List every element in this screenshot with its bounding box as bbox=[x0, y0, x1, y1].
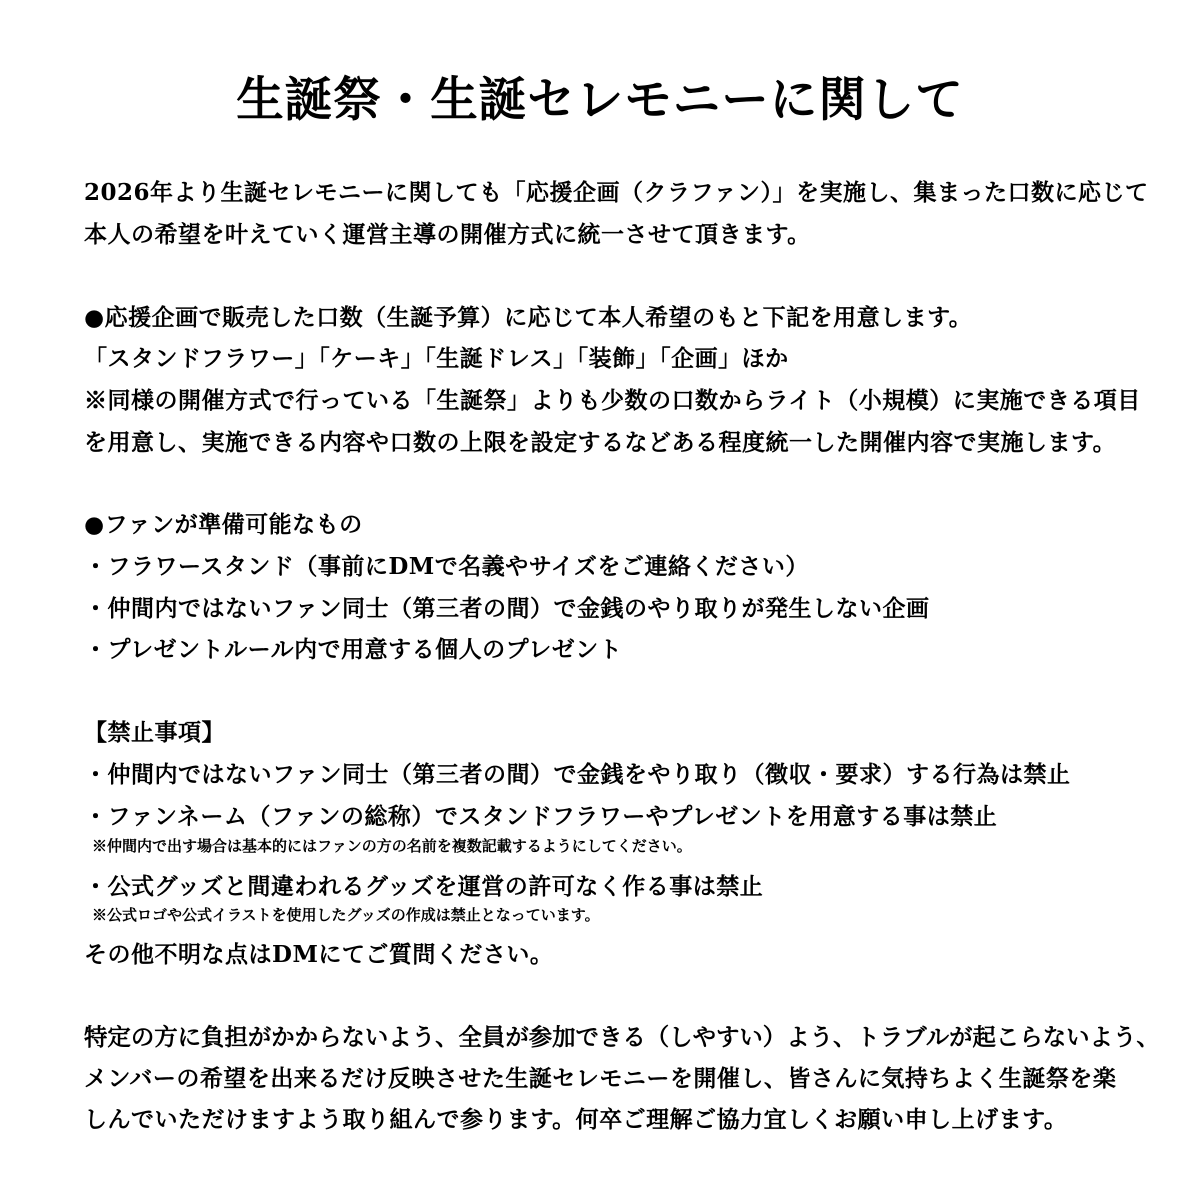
closing-line-1: 特定の方に負担がかからないよう、全員が参加できる（しやすい）よう、トラブルが起こらないよう、 bbox=[84, 1023, 1160, 1051]
fan-item: ・フラワースタンド（事前にDMで名義やサイズをご連絡ください） bbox=[84, 553, 809, 580]
plan-note-line-1: ※同様の開催方式で行っている「生誕祭」よりも少数の口数からライト（小規模）に実施できる項目 bbox=[84, 387, 1141, 414]
contact-line: その他不明な点はDMにてご質問ください。 bbox=[84, 941, 554, 968]
plan-items: 「スタンドフラワー」「ケーキ」「生誕ドレス」「装飾」「企画」ほか bbox=[84, 345, 789, 372]
intro-line-2: 本人の希望を叶えていく運営主導の開催方式に統一させて頂きます。 bbox=[84, 221, 811, 248]
prohibited-item: ・仲間内ではないファン同士（第三者の間）で金銭をやり取り（徴収・要求）する行為は禁止 bbox=[84, 761, 1071, 788]
fan-heading: ●ファンが準備可能なもの bbox=[84, 511, 363, 538]
prohibited-note: ※公式ロゴや公式イラストを使用したグッズの作成は禁止となっています。 bbox=[92, 906, 600, 924]
closing-line-2: メンバーの希望を出来るだけ反映させた生誕セレモニーを開催し、皆さんに気持ちよく生誕祭を楽 bbox=[84, 1065, 1117, 1092]
page-title: 生誕祭・生誕セレモニーに関して bbox=[236, 72, 964, 128]
fan-item: ・仲間内ではないファン同士（第三者の間）で金銭のやり取りが発生しない企画 bbox=[84, 595, 930, 622]
prohibited-item: ・公式グッズと間違われるグッズを運営の許可なく作る事は禁止 bbox=[84, 873, 764, 900]
plan-heading: ●応援企画で販売した口数（生誕予算）に応じて本人希望のもと下記を用意します。 bbox=[84, 304, 973, 331]
fan-item: ・プレゼントルール内で用意する個人のプレゼント bbox=[84, 636, 623, 663]
prohibited-item: ・ファンネーム（ファンの総称）でスタンドフラワーやプレゼントを用意する事は禁止 bbox=[84, 803, 998, 830]
prohibited-heading: 【禁止事項】 bbox=[84, 719, 225, 746]
plan-note-line-2: を用意し、実施できる内容や口数の上限を設定するなどある程度統一した開催内容で実施します。 bbox=[84, 429, 1117, 456]
closing-line-3: しんでいただけますよう取り組んで参ります。何卒ご理解ご協力宜しくお願い申し上げます。 bbox=[84, 1106, 1068, 1133]
prohibited-note: ※仲間内で出す場合は基本的にはファンの方の名前を複数記載するようにしてください。 bbox=[92, 837, 692, 855]
intro-line-1: 2026年より生誕セレモニーに関しても「応援企画（クラファン）」を実施し、集まった口数に応じて bbox=[84, 179, 1149, 206]
